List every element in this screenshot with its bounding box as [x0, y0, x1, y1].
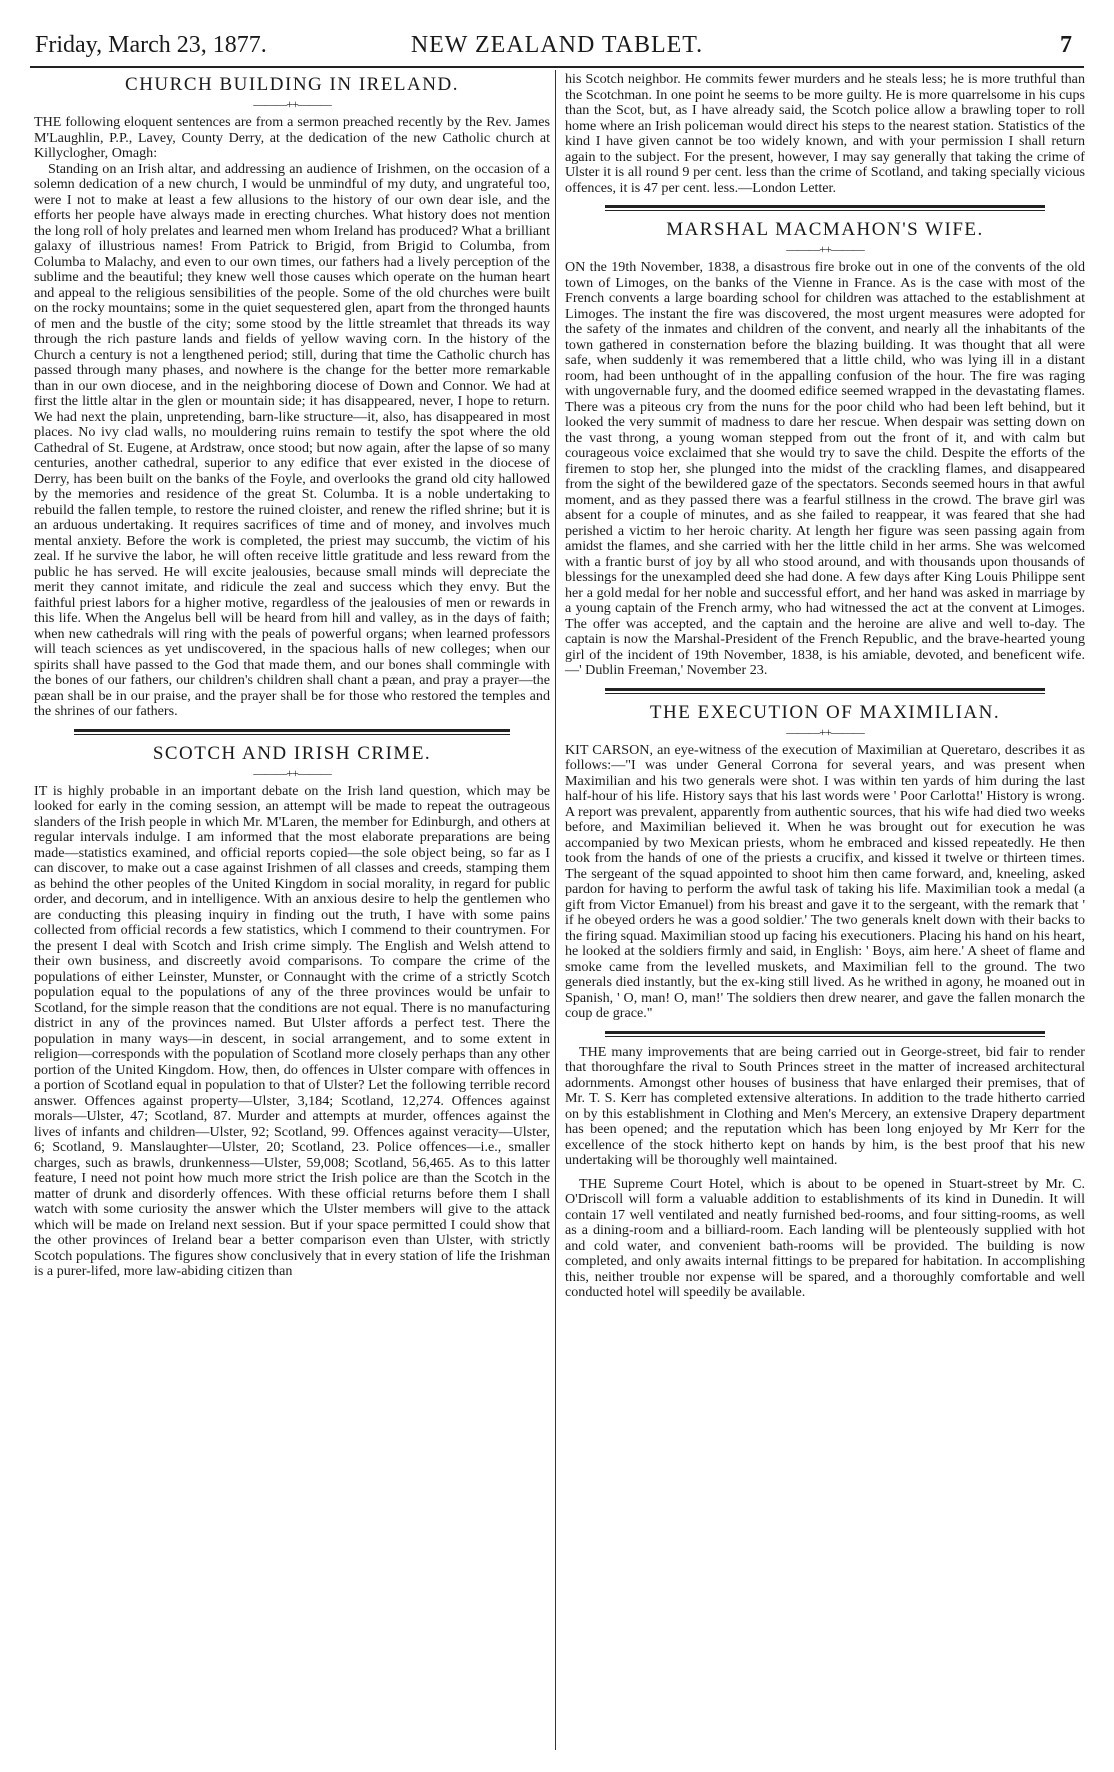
- heading-ornament: [565, 243, 1085, 255]
- article-heading-maximilian: THE EXECUTION OF MAXIMILIAN.: [649, 701, 1001, 723]
- article-body-crime: IT is highly probable in an important debate on the Irish land question, which may be looked for early in the coming session, an attempt will be made to repeat the outrageous slanders of the Irish people in which Mr. M'Laren, the member for Edinburgh, and others at regular intervals indulge. I am informed that the most elaborate preparations are being made—statistics examined, and official reports copied—the sole object being, so far as I can discover, to make out a case against Irishmen of all classes and creeds, stamping them as behind the other peoples of the United Kingdom in social morality, in regard for public order, and decorum, and in intelligence. With an anxious desire to help the gentlemen who are conducting this pleasing inquiry in finding out the truth, I have with some pains collected from official records a few statistics, which I commend to their countrymen. For the present I deal with Scotch and Irish crime simply. The English and Welsh attend to their own business, and discreetly avoid comparisons. To compare the crime of the populations of either Leinster, Munster, or Connaught with the crime of a strictly Scotch population equal to the populations of any of the three provinces would be unfair to Scotland, for the simple reason that the conditions are not equal. There is no manufacturing district in any of the provinces named. But Ulster affords a perfect test. There the population in many ways—in descent, in social arrangement, and to some extent in religion—corresponds with the population of Scotland more closely perhaps than any other portion of the United Kingdom. How, then, do offences in Ulster compare with offences in a portion of Scotland equal in population to that of Ulster? Let the following terrible record answer. Offences against property—Ulster, 3,184; Scotland, 12,274. Offences against morals—Ulster, 47; Scotland, 87. Murder and attempts at murder, offences against the lives of infants and children—Ulster, 92; Scotland, 99. Offences against veracity—Ulster, 6; Scotland, 9. Manslaughter—Ulster, 20; Scotland, 23. Police offences—i.e., smaller charges, such as brawls, drunkenness—Ulster, 59,008; Scotland, 56,465. As to this latter feature, I need not point how much more strict the Irish police are than the Scotch in the matter of drunk and disorderly offences. With these official returns before them I shall watch with some curiosity the answer which the Ulster members will give to the attack which will be made on Ireland next session. But if your space permitted I could show that the other provinces of Ireland bear a better comparison even than Ulster, with strictly Scotch populations. The figures show conclusively that in every station of life the Irishman is a purer-lifed, more law-abiding citizen than: [34, 782, 550, 1279]
- article-separator: [605, 688, 1045, 694]
- column-divider: [555, 70, 556, 1750]
- article-heading-macmahon: MARSHAL MACMAHON'S WIFE.: [666, 219, 984, 240]
- article-separator: [605, 1031, 1045, 1037]
- article-heading-crime: SCOTCH AND IRISH CRIME.: [152, 742, 432, 764]
- heading-ornament: [565, 726, 1085, 738]
- article-body-macmahon: ON the 19th November, 1838, a disastrous fire broke out in one of the convents of the old town of Limoges, on the banks of the Vienne in France. As is the case with most of the French convents a large boarding school for children was attached to the establishment at Limoges. The instant the fire was discovered, the most urgent measures were adopted for the safety of the inmates and children of the convent, and nearly all the inhabitants of the town gathered in consternation before the blazing building. It was thought that all were safe, when suddenly it was remembered that a little child, who was lying ill in a distant room, had been unthought of in the appalling confusion of the hour. The fire was raging with ungovernable fury, and the doomed edifice seemed wrapped in the devastating flames. There was a piteous cry from the nuns for the poor child who had been left behind, but it looked the very summit of madness to dare her rescue. When despair was setting down on the vast throng, a young woman stepped from out the front of it, and with calm but courageous voice exclaimed that she would try to save the child. Despite the efforts of the firemen to stop her, she plunged into the midst of the crackling flames, and disappeared from the sight of the bewildered gaze of the spectators. Seconds seemed hours in that awful moment, and as they passed there was a fearful stillness in the crowd. The brave girl was absent for a couple of minutes, and as she failed to reappear, it was feared that she had perished a victim to her heroic charity. At length her figure was seen passing again from amidst the flames, and she carried with her the little child in her arms. She was welcomed with a frantic burst of joy by all who stood around, and with thousands upon thousands of blessings for the unexampled deed she had done. A few days after King Louis Philippe sent her a gold medal for her noble and successful effort, and her hand was asked in marriage by a young captain of the French army, who had witnessed the act at the convent at Limoges. The offer was accepted, and the captain and the heroine are alive and well to-day. The captain is now the Marshal-President of the French Republic, and the brave-hearted young girl of the incident of 19th November, 1838, is his amiable, devoted, and beneficent wife.—' Dublin Freeman,' November 23.: [565, 259, 1085, 678]
- page-number: 7: [1060, 32, 1072, 58]
- article-body-crime-continued: his Scotch neighbor. He commits fewer murders and he steals less; he is more truthful than the Scotchman. In one point he seems to be more guilty. He is more quarrelsome in his cups than the Scot, but, as I have already said, the Scotch police allow a brawling toper to roll home where an Irish policeman would direct his steps to the nearest station. Statistics of the kind I have given cannot be too widely known, and with your permission I shall return again to the subject. For the present, however, I may say generally that taking the crime of Ulster it is all round 9 per cent. less than the crime of Scotland, and taking specially vicious offences, it is 47 per cent. less.—London Letter.: [565, 71, 1085, 196]
- masthead: [30, 30, 1084, 64]
- left-column: [34, 72, 550, 1280]
- issue-date: Friday, March 23, 1877.: [35, 32, 267, 58]
- article-separator: [74, 729, 510, 735]
- article-body-maximilian: KIT CARSON, an eye-witness of the execution of Maximilian at Queretaro, describes it as follows:—"I was under General Corrona for several years, and was present when Maximilian and his two generals were shot. I was within ten yards of him during the last half-hour of his life. History says that his last words were ' Poor Carlotta!' History is wrong. A report was prevalent, apparently from authentic sources, that his wife had died two weeks before, and Maximilian believed it. When he was brought out for execution he was accompanied by two Mexican priests, whom he embraced and kissed repeatedly. He then took from the hands of one of the priests a crucifix, and kissed it twelve or thirteen times. The sergeant of the squad appointed to shoot him then came forward, and, kneeling, asked pardon for having to perform the awful task of taking his life. Maximilian took a medal (a gift from Victor Emanuel) from his breast and gave it to the sergeant, with the remark that ' if he obeyed orders he was a good soldier.' The two generals knelt down with their backs to the firing squad. Maximilian stood up facing his executioners. Placing his hand on his heart, he looked at the soldiers firmly and said, in English: ' Boys, aim here.' A sheet of flame and smoke came from the levelled muskets, and Maximilian fell to the ground. The two generals died instantly, but the ex-king still lived. As he writhed in agony, he moaned out in Spanish, ' O, man! O, man!' The soldiers then drew nearer, and gave the fallen monarch the coup de grace.": [565, 741, 1085, 1021]
- article-body-church: Standing on an Irish altar, and addressing an audience of Irishmen, on the occasion of a solemn dedication of a new church, I would be unmindful of my duty, and ungrateful too, were I not to make at least a few allusions to the history of our own dear isle, and the efforts her people have always made in erecting churches. What history does not mention the long roll of holy prelates and learned men whom Ireland has produced? What a brilliant galaxy of illustrious names! From Patrick to Brigid, from Brigid to Columba, from Columba to Malachy, and even to our own times, our fathers had a lively perception of the sublime and the beautiful; they knew well those causes which operate on the human heart and appeal to the religious sensibilities of the people. Some of the old churches were built on the rocky mountains; some in the quiet sequestered glen, apart from the thronged haunts of men and the bustle of the city; some stood by the little streamlet that threads its way through the rich pasture lands and fields of yellow waving corn. In the history of the Church a century is not a lengthened period; still, during that time the Catholic church has passed through many phases, and nowhere is the change for the better more remarkable than in our own diocese, and in the neighboring diocese of Down and Connor. We had at first the little altar in the glen or mountain side; it has disappeared, never, I hope to return. We had next the plain, unpretending, barn-like structure—it, also, has disappeared in most places. No ivy clad walls, no mouldering ruins remain to testify the spot where the old Cathedral of St. Eugene, at Ardstraw, once stood; but now again, after the lapse of so many centuries, another cathedral, superior to any edifice that ever existed in the diocese of Derry, has been built on the banks of the Foyle, and overlooks the grand old city hallowed by the memories and residence of the great St. Columba. It is a noble undertaking to rebuild the fallen temple, to restore the ruined cloister, and renew the rifled shrine; but it is an arduous undertaking. It requires sacrifices of time and of money, and involves much mental anxiety. Before the work is completed, the priest may succumb, the victim of his zeal. If he survive the labor, he will often receive little gratitude and less reward from the public he has served. He will excite jealousies, because small minds will depreciate the merit they cannot imitate, and ridicule the zeal and success which they envy. But the faithful priest labors for a higher motive, regardless of the jealousies of men or rewards in this life. When the Angelus bell will be heard from hill and valley, as in the days of faith; when new cathedrals will ring with the peals of powerful organs; when learned professors will teach sciences as yet undiscovered, in the spacious halls of new colleges; when our spirits shall have passed to the God that made them, and our bones shall commingle with the bones of our fathers, our children's children shall chant a pæan, and pray a prayer—the pæan shall be in our praise, and the prayer shall be for those who restored the temples and the shrines of our fathers.: [34, 160, 550, 719]
- article-body-hotel: THE Supreme Court Hotel, which is about to be opened in Stuart-street by Mr. C. O'Driscoll will form a valuable addition to establishments of its kind in Dunedin. It will contain 17 well ventilated and neatly furnished bed-rooms, and four sitting-rooms, as well as a dining-room and a billiard-room. Each landing will be plenteously supplied with hot and cold water, and convenient bath-rooms will be provided. The building is now completed, and only awaits internal fittings to be prepared for habitation. In accomplishing this, neither trouble nor expense will be spared, and a thoroughly comfortable and well conducted hotel will speedily be available.: [565, 1175, 1085, 1300]
- article-intro-church: THE following eloquent sentences are from a sermon preached recently by the Rev. James M'Laughlin, P.P., Lavey, County Derry, at the dedication of the new Catholic church at Killyclogher, Omagh:: [34, 114, 550, 161]
- heading-ornament: [34, 98, 550, 110]
- article-separator: [605, 205, 1045, 211]
- heading-ornament: [34, 767, 550, 779]
- masthead-rule: [30, 66, 1084, 68]
- right-column: [565, 72, 1085, 1301]
- article-body-george-street: THE many improvements that are being carried out in George-street, bid fair to render that thoroughfare the rival to South Princes street in the matter of increased architectural adornments. Amongst other houses of business that have enlarged their premises, that of Mr. T. S. Kerr has completed extensive alterations. In addition to the trade hitherto carried on by this establishment in Clothing and Men's Mercery, an extensive Drapery department has been opened; and the reputation which has been long enjoyed by Mr Kerr for the excellence of the stock hitherto kept on hands by him, is the best proof that his new undertaking will be thoroughly well maintained.: [565, 1043, 1085, 1168]
- article-heading-church: CHURCH BUILDING IN IRELAND.: [125, 74, 459, 95]
- newspaper-title: NEW ZEALAND TABLET.: [410, 32, 704, 58]
